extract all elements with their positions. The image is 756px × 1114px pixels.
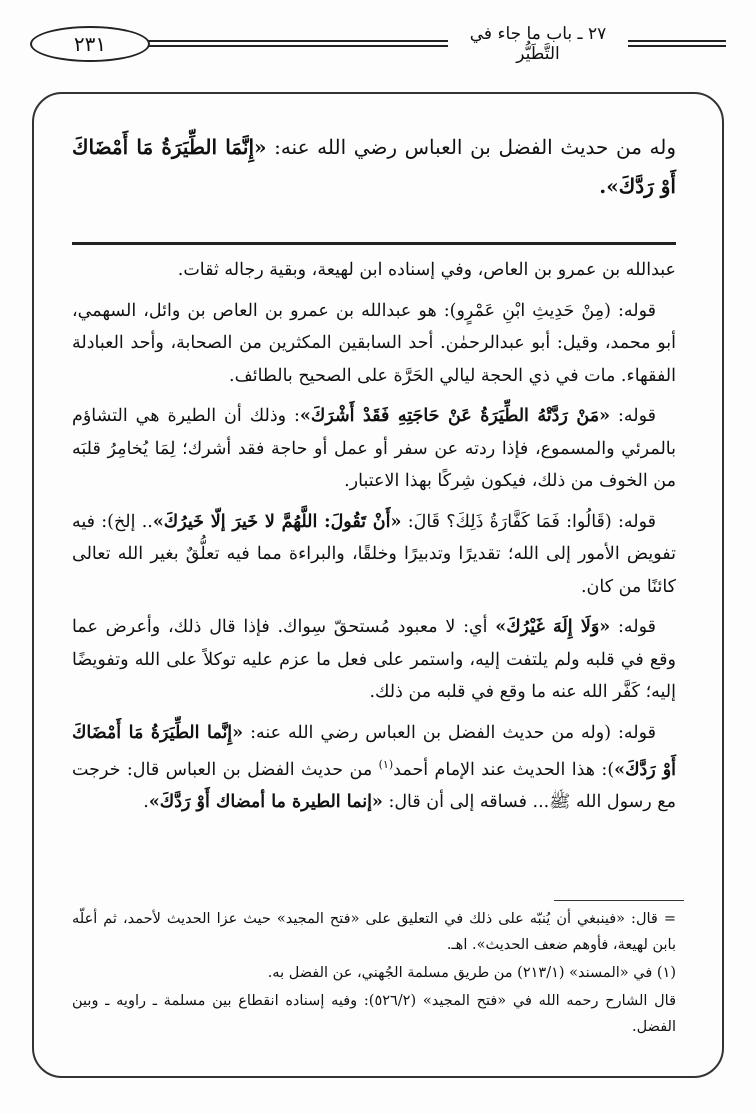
p6-mid: ): هذا الحديث عند الإمام أحمد [393,759,615,780]
p4-rest: .. إلخ): فيه تفويض الأمور إلى الله؛ تقديرًا وتدبيرًا وخلقًا، والبراءة مما فيه تعلُّقٌ بغير الله تعالى كائنًا من كان. [72,511,676,597]
footnote-continuation: = قال: «فينبغي أن يُنبّه على ذلك في التعليق على «فتح المجيد» حيث عزا الحديث لأحمد، ثم أعلّه بابن لهيعة، فأوهم ضعف الحديث». اهـ. [72,911,676,953]
matn-hadith: «إِنَّمَا الطِّيَرَةُ مَا أَمْضَاكَ أَوْ رَدَّكَ». [72,135,676,198]
p6-hadith-2: «إنما الطيرة ما أمضاك أَوْ رَدَّكَ» [148,792,383,813]
page-header [30,18,726,68]
p5-hadith: «وَلَا إِلَهَ غَيْرُكَ» [495,617,611,637]
p4-hadith: «أَنْ تَقُولَ: اللَّهُمَّ لا خَيرَ إلّا خَيرُكَ» [152,511,402,532]
paragraph-3 [72,400,676,498]
header-rule-right [628,40,726,47]
page-frame [32,92,724,1078]
footnote-ref-1[interactable]: (١) [378,758,394,771]
paragraph-1: عبدالله بن عمرو بن العاص، وفي إسناده ابن لهيعة، وبقية رجاله ثقات. [177,260,676,280]
matn-separator [72,242,676,245]
matn-text [72,128,676,206]
paragraph-4 [72,506,676,604]
p6-lead: قوله: (وله من حديث الفضل بن العباس رضي الله عنه: [243,722,656,743]
matn-lead: وله من حديث الفضل بن العباس رضي الله عنه: [266,135,676,159]
p3-rest: : وذلك أن الطيرة هي التشاؤم بالمرئي والمسموع، فإذا ردته عن سفر أو عمل أو حاجة فقد أشرك؛ لِمَا يُخامِرُ قلبَه من الخوف من ذلك، فيكون شِركًا بهذا الاعتبار. [72,406,676,491]
p6-mid2: من حديث الفضل بن العباس قال: خرجت مع رسول الله ﷺ... فساقه إلى أن قال: [72,759,676,813]
page-number: ٢٣١ [30,26,150,62]
commentary [72,254,676,827]
footnote-1-note: قال الشارح رحمه الله في «فتح المجيد» (٥٢٦/٢): وفيه إسناده انقطاع بين مسلمة ـ راويه ـ وبين الفضل. [72,993,676,1035]
p3-lead: قوله: [610,406,656,426]
header-rule-left [148,40,448,47]
p5-lead: قوله: [610,617,656,637]
paragraph-2: قوله: (مِنْ حَدِيثِ ابْنِ عَمْرٍو): هو عبدالله بن عمرو بن العاص بن وائل، السهمي، أبو محمد، وقيل: أبو عبدالرحمٰن. أحد السابقين المكثرين من الصحابة، وأحد العبادلة الفقهاء. مات في ذي الحجة ليالي الحَرَّة على الصحيح بالطائف. [72,300,676,386]
paragraph-5 [72,611,676,709]
p3-hadith: «مَنْ رَدَّتْهُ الطِّيَرَةُ عَنْ حَاجَتِهِ فَقَدْ أَشْرَكَ» [299,406,611,426]
paragraph-6 [72,717,676,819]
p4-lead: قوله: (قَالُوا: فَمَا كَفَّارَةُ ذَلِكَ؟ قَالَ: [401,511,657,532]
p6-hadith: «إِنَّما الطِّيَرَةُ مَا أَمْضَاكَ أَوْ رَدَّكَ» [72,722,677,780]
footnotes [72,906,676,1042]
p5-rest: أي: لا معبود مُستحقّ سِواك. فإذا قال ذلك، وأعرض عما وقع في قلبه ولم يلتفت إليه، واستمر على فعل ما عزم عليه توكلاً على الله وتفويضًا إليه؛ كَفَّر الله عنه ما وقع في قلبه من ذلك. [72,617,676,702]
p6-end: . [143,792,149,813]
footnote-1: (١) في «المسند» (٢١٣/١) من طريق مسلمة الجُهني، عن الفضل به. [267,965,676,981]
footnote-separator [554,900,684,901]
chapter-title: ٢٧ ـ باب ما جاء في التَّطَيُّر [469,24,607,64]
